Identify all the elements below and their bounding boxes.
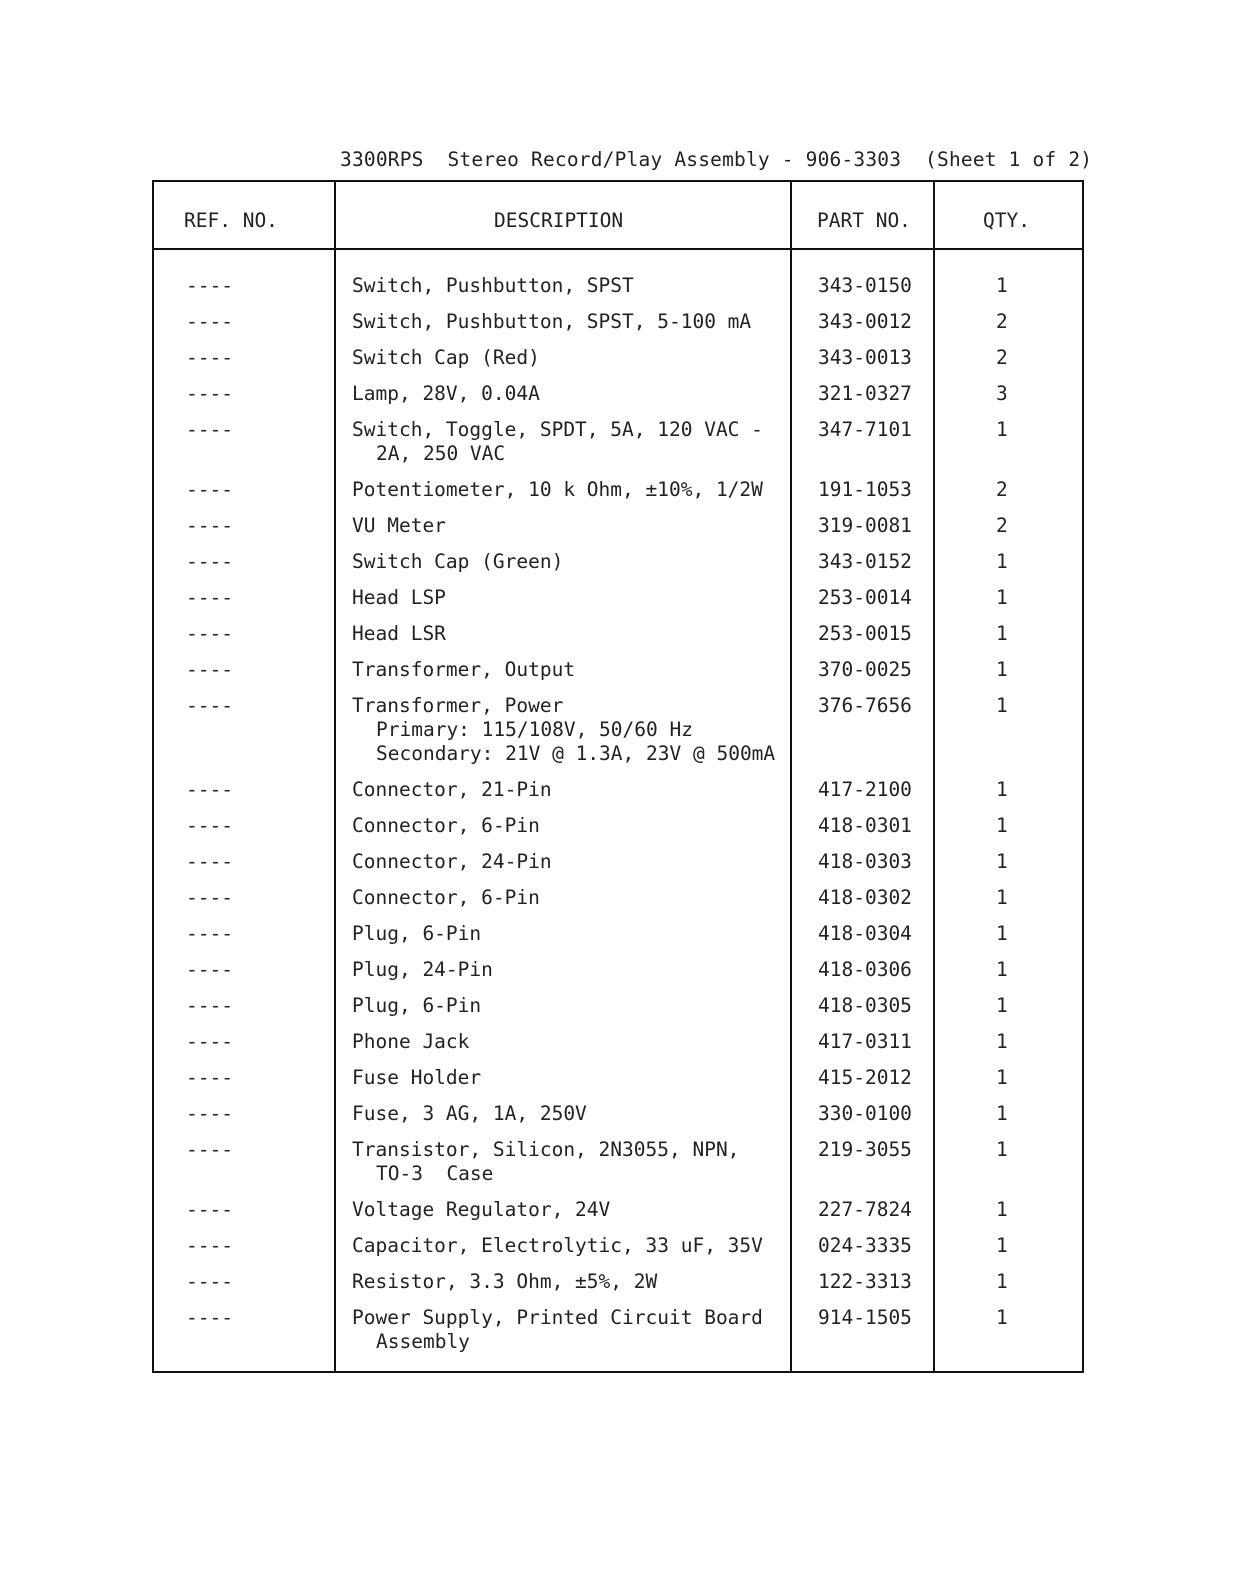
qty-cell: 2 xyxy=(996,478,1008,501)
description-cell xyxy=(352,586,1082,610)
table-row xyxy=(154,994,1082,1030)
ref-no-cell: ---- xyxy=(186,382,233,405)
ref-no-cell: ---- xyxy=(186,1270,233,1293)
description-cell xyxy=(352,1138,1082,1186)
part-no-cell: 122-3313 xyxy=(818,1270,912,1293)
qty-cell: 1 xyxy=(996,814,1008,837)
table-row xyxy=(154,418,1082,478)
description-cell xyxy=(352,1198,1082,1222)
table-row xyxy=(154,478,1082,514)
description-line: Switch, Pushbutton, SPST xyxy=(352,274,634,297)
part-no-cell: 418-0303 xyxy=(818,850,912,873)
qty-cell: 1 xyxy=(996,1270,1008,1293)
part-no-cell: 347-7101 xyxy=(818,418,912,441)
document-title: 3300RPS Stereo Record/Play Assembly - 906-3303 (Sheet 1 of 2) xyxy=(340,148,1093,171)
qty-cell: 2 xyxy=(996,514,1008,537)
table-row xyxy=(154,622,1082,658)
description-cell xyxy=(352,1066,1082,1090)
description-line: Assembly xyxy=(376,1330,470,1353)
ref-no-cell: ---- xyxy=(186,778,233,801)
table-row xyxy=(154,694,1082,778)
description-line: Connector, 24-Pin xyxy=(352,850,552,873)
qty-cell: 1 xyxy=(996,418,1008,441)
table-row xyxy=(154,1270,1082,1306)
description-cell xyxy=(352,922,1082,946)
table-row xyxy=(154,1066,1082,1102)
part-no-cell: 417-0311 xyxy=(818,1030,912,1053)
part-no-cell: 343-0012 xyxy=(818,310,912,333)
qty-cell: 1 xyxy=(996,1066,1008,1089)
ref-no-cell: ---- xyxy=(186,958,233,981)
description-line: Transistor, Silicon, 2N3055, NPN, xyxy=(352,1138,740,1161)
description-cell xyxy=(352,382,1082,406)
description-line: Lamp, 28V, 0.04A xyxy=(352,382,540,405)
description-line: Head LSP xyxy=(352,586,446,609)
part-no-cell: 024-3335 xyxy=(818,1234,912,1257)
qty-cell: 3 xyxy=(996,382,1008,405)
part-no-cell: 417-2100 xyxy=(818,778,912,801)
table-row xyxy=(154,1234,1082,1270)
ref-no-cell: ---- xyxy=(186,514,233,537)
header-ref-no: REF. NO. xyxy=(184,209,278,232)
description-line: Switch, Toggle, SPDT, 5A, 120 VAC - xyxy=(352,418,763,441)
qty-cell: 1 xyxy=(996,550,1008,573)
table-row xyxy=(154,1198,1082,1234)
table-row xyxy=(154,382,1082,418)
qty-cell: 1 xyxy=(996,658,1008,681)
ref-no-cell: ---- xyxy=(186,346,233,369)
description-line: Plug, 6-Pin xyxy=(352,994,482,1017)
part-no-cell: 191-1053 xyxy=(818,478,912,501)
parts-list-table xyxy=(152,180,1084,1373)
table-row xyxy=(154,850,1082,886)
description-line: Connector, 6-Pin xyxy=(352,886,540,909)
qty-cell: 1 xyxy=(996,958,1008,981)
description-line: Potentiometer, 10 k Ohm, ±10%, 1/2W xyxy=(352,478,763,501)
description-line: Resistor, 3.3 Ohm, ±5%, 2W xyxy=(352,1270,658,1293)
description-line: Plug, 24-Pin xyxy=(352,958,493,981)
part-no-cell: 418-0306 xyxy=(818,958,912,981)
qty-cell: 2 xyxy=(996,310,1008,333)
table-row xyxy=(154,778,1082,814)
table-row xyxy=(154,586,1082,622)
ref-no-cell: ---- xyxy=(186,1306,233,1329)
part-no-cell: 370-0025 xyxy=(818,658,912,681)
description-line: Capacitor, Electrolytic, 33 uF, 35V xyxy=(352,1234,763,1257)
part-no-cell: 415-2012 xyxy=(818,1066,912,1089)
description-cell xyxy=(352,418,1082,466)
table-row xyxy=(154,886,1082,922)
part-no-cell: 914-1505 xyxy=(818,1306,912,1329)
part-no-cell: 330-0100 xyxy=(818,1102,912,1125)
description-cell xyxy=(352,850,1082,874)
description-line: Voltage Regulator, 24V xyxy=(352,1198,611,1221)
description-line: Switch Cap (Green) xyxy=(352,550,564,573)
description-line: Head LSR xyxy=(352,622,446,645)
description-line: Fuse Holder xyxy=(352,1066,482,1089)
part-no-cell: 321-0327 xyxy=(818,382,912,405)
part-no-cell: 418-0304 xyxy=(818,922,912,945)
description-cell xyxy=(352,622,1082,646)
header-divider xyxy=(154,248,1082,250)
part-no-cell: 418-0302 xyxy=(818,886,912,909)
table-row xyxy=(154,274,1082,310)
ref-no-cell: ---- xyxy=(186,550,233,573)
qty-cell: 1 xyxy=(996,1198,1008,1221)
part-no-cell: 418-0305 xyxy=(818,994,912,1017)
qty-cell: 1 xyxy=(996,1234,1008,1257)
ref-no-cell: ---- xyxy=(186,814,233,837)
description-cell xyxy=(352,1234,1082,1258)
description-line: Transformer, Output xyxy=(352,658,576,681)
table-row xyxy=(154,1102,1082,1138)
description-line: Switch, Pushbutton, SPST, 5-100 mA xyxy=(352,310,752,333)
qty-cell: 1 xyxy=(996,586,1008,609)
table-row xyxy=(154,958,1082,994)
description-cell xyxy=(352,778,1082,802)
header-part-no: PART NO. xyxy=(817,209,911,232)
description-line: Power Supply, Printed Circuit Board xyxy=(352,1306,763,1329)
ref-no-cell: ---- xyxy=(186,1030,233,1053)
description-line: 2A, 250 VAC xyxy=(376,442,506,465)
table-row xyxy=(154,346,1082,382)
description-cell xyxy=(352,346,1082,370)
description-line: Secondary: 21V @ 1.3A, 23V @ 500mA xyxy=(376,742,776,765)
ref-no-cell: ---- xyxy=(186,922,233,945)
part-no-cell: 219-3055 xyxy=(818,1138,912,1161)
description-line: VU Meter xyxy=(352,514,446,537)
ref-no-cell: ---- xyxy=(186,694,233,717)
description-line: Connector, 6-Pin xyxy=(352,814,540,837)
ref-no-cell: ---- xyxy=(186,1138,233,1161)
qty-cell: 1 xyxy=(996,922,1008,945)
part-no-cell: 227-7824 xyxy=(818,1198,912,1221)
description-line: Transformer, Power xyxy=(352,694,564,717)
qty-cell: 1 xyxy=(996,1306,1008,1329)
table-row xyxy=(154,1306,1082,1366)
table-row xyxy=(154,310,1082,346)
qty-cell: 1 xyxy=(996,778,1008,801)
ref-no-cell: ---- xyxy=(186,1066,233,1089)
description-line: Primary: 115/108V, 50/60 Hz xyxy=(376,718,693,741)
ref-no-cell: ---- xyxy=(186,586,233,609)
ref-no-cell: ---- xyxy=(186,310,233,333)
description-cell xyxy=(352,1306,1082,1354)
description-cell xyxy=(352,274,1082,298)
description-cell xyxy=(352,550,1082,574)
qty-cell: 1 xyxy=(996,1138,1008,1161)
qty-cell: 1 xyxy=(996,1030,1008,1053)
header-qty: QTY. xyxy=(983,209,1030,232)
description-line: Phone Jack xyxy=(352,1030,470,1053)
description-line: Switch Cap (Red) xyxy=(352,346,540,369)
qty-cell: 1 xyxy=(996,1102,1008,1125)
part-no-cell: 343-0013 xyxy=(818,346,912,369)
description-cell xyxy=(352,694,1082,766)
description-cell xyxy=(352,1102,1082,1126)
part-no-cell: 376-7656 xyxy=(818,694,912,717)
ref-no-cell: ---- xyxy=(186,886,233,909)
ref-no-cell: ---- xyxy=(186,622,233,645)
ref-no-cell: ---- xyxy=(186,994,233,1017)
description-line: Connector, 21-Pin xyxy=(352,778,552,801)
qty-cell: 1 xyxy=(996,694,1008,717)
description-line: Plug, 6-Pin xyxy=(352,922,482,945)
ref-no-cell: ---- xyxy=(186,1102,233,1125)
table-row xyxy=(154,514,1082,550)
qty-cell: 1 xyxy=(996,994,1008,1017)
qty-cell: 1 xyxy=(996,886,1008,909)
description-cell xyxy=(352,514,1082,538)
qty-cell: 1 xyxy=(996,274,1008,297)
description-line: TO-3 Case xyxy=(376,1162,494,1185)
description-cell xyxy=(352,1270,1082,1294)
part-no-cell: 253-0014 xyxy=(818,586,912,609)
ref-no-cell: ---- xyxy=(186,658,233,681)
ref-no-cell: ---- xyxy=(186,478,233,501)
part-no-cell: 418-0301 xyxy=(818,814,912,837)
qty-cell: 1 xyxy=(996,622,1008,645)
ref-no-cell: ---- xyxy=(186,850,233,873)
qty-cell: 2 xyxy=(996,346,1008,369)
ref-no-cell: ---- xyxy=(186,1234,233,1257)
ref-no-cell: ---- xyxy=(186,1198,233,1221)
description-cell xyxy=(352,658,1082,682)
qty-cell: 1 xyxy=(996,850,1008,873)
table-row xyxy=(154,550,1082,586)
table-row xyxy=(154,1030,1082,1066)
table-body xyxy=(154,274,1082,1366)
header-description: DESCRIPTION xyxy=(494,209,624,232)
table-row xyxy=(154,1138,1082,1198)
part-no-cell: 343-0152 xyxy=(818,550,912,573)
description-cell xyxy=(352,958,1082,982)
table-row xyxy=(154,814,1082,850)
ref-no-cell: ---- xyxy=(186,418,233,441)
table-row xyxy=(154,658,1082,694)
part-no-cell: 253-0015 xyxy=(818,622,912,645)
part-no-cell: 343-0150 xyxy=(818,274,912,297)
description-cell xyxy=(352,814,1082,838)
description-cell xyxy=(352,886,1082,910)
description-cell xyxy=(352,478,1082,502)
table-row xyxy=(154,922,1082,958)
description-line: Fuse, 3 AG, 1A, 250V xyxy=(352,1102,587,1125)
part-no-cell: 319-0081 xyxy=(818,514,912,537)
description-cell xyxy=(352,310,1082,334)
description-cell xyxy=(352,1030,1082,1054)
ref-no-cell: ---- xyxy=(186,274,233,297)
description-cell xyxy=(352,994,1082,1018)
